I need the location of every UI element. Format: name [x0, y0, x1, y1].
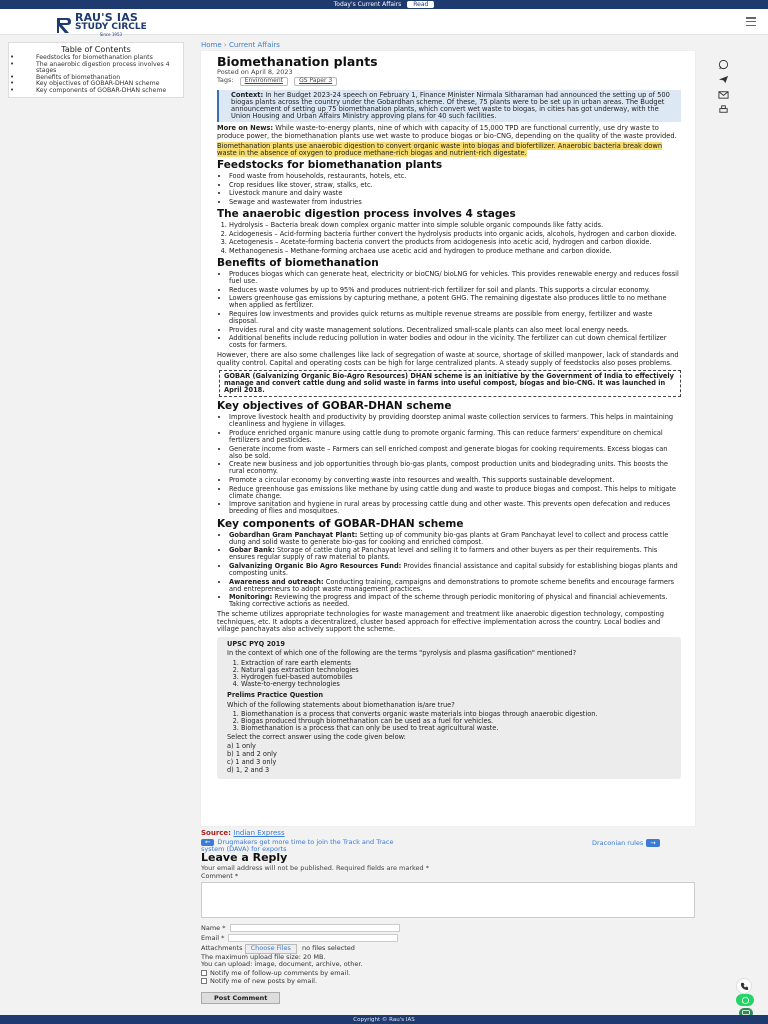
list-item: 3. Hydrogen fuel-based automobiles: [241, 674, 671, 681]
tag-gs-paper-3[interactable]: GS Paper 3: [294, 77, 337, 86]
list-item: [229, 594, 681, 608]
menu-icon[interactable]: [746, 17, 756, 26]
list-item: [229, 547, 681, 561]
breadcrumb-separator: ›: [223, 41, 227, 49]
tags-label: Tags:: [217, 76, 234, 84]
list-item: • Requires low investments and provides quick returns as multiple revenue streams are possible from energy, fertilizer and waste disposal.: [229, 311, 681, 325]
announcement-text: Today's Current Affairs: [333, 1, 402, 8]
list-item: • Crop residues like stover, straw, stalks, etc.: [229, 182, 681, 189]
logo-line-1: RAU'S IAS: [75, 11, 139, 24]
breadcrumb-current[interactable]: Current Affairs: [228, 41, 280, 49]
list-item: 1. Hydrolysis – Bacteria break down complex organic matter into simple soluble organic compounds like fatty acids.: [229, 222, 681, 229]
list-item: • Additional benefits include reducing pollution in water bodies and odour in the vicinity. The fertilizer can cut down chemical fertilizer costs for farmers.: [229, 335, 681, 349]
list-item: • Provides rural and city waste management solutions. Decentralized small-scale plants can also meet local energy needs.: [229, 327, 681, 334]
article-title: Biomethanation plants: [217, 54, 378, 69]
context-text: In her Budget 2023-24 speech on February 1, Finance Minister Nirmala Sitharaman had announced the setting up of 500 biogas plants across the country under the Gobardhan scheme. Of these, 75 plants were to be set up in urban areas. The Budget announcement of setting up 75 biomethanation plants, which convert wet waste to biogas, in cities has got underway, with the Union Housing and Urban Affairs Ministry approving plans for 40 such facilities.: [231, 90, 670, 121]
site-header: [0, 9, 768, 35]
heading-components: Key components of GOBAR-DHAN scheme: [217, 517, 464, 530]
choose-files-button[interactable]: Choose Files: [245, 944, 297, 954]
list-item: • Sewage and wastewater from industries: [229, 199, 681, 206]
gobar-dhan-definition-box: [219, 370, 681, 398]
name-field[interactable]: [230, 924, 400, 932]
toc-item-objectives[interactable]: • Key objectives of GOBAR-DHAN scheme: [12, 81, 180, 88]
answer-option: d) 1, 2 and 3: [227, 766, 270, 775]
site-logo[interactable]: [54, 12, 147, 37]
attachments-label: Attachments: [201, 944, 243, 952]
list-item: [229, 532, 681, 546]
list-item: • Create new business and job opportunities through bio-gas plants, compost production units and biodegrading units. This boosts the rural economy.: [229, 461, 681, 475]
list-item: 2. Acidogenesis – Acid-forming bacteria further convert the hydrolysis products into organic acids, alcohols, hydrogen and carbon dioxide.: [229, 231, 681, 238]
list-item: [229, 579, 681, 593]
logo-line-3: Since 1953: [99, 32, 123, 37]
name-label: Name *: [201, 924, 226, 932]
list-item: • Food waste from households, restaurants, hotels, etc.: [229, 173, 681, 180]
read-button[interactable]: Read: [407, 1, 434, 8]
notify-posts-checkbox[interactable]: [201, 978, 207, 984]
email-note: Your email address will not be published. Required fields are marked *: [201, 864, 429, 872]
list-item: • Generate income from waste – Farmers can sell enriched compost and generate biogas for cooking requirements. Excess biogas can also be sold.: [229, 446, 681, 460]
practice-questions-box: [217, 637, 681, 779]
phone-call-icon[interactable]: [736, 978, 752, 994]
whatsapp-share-icon[interactable]: [718, 59, 729, 70]
notify-comments-checkbox[interactable]: [201, 970, 207, 976]
list-item: 3. Acetogenesis – Acetate-forming bacteria convert the products from acidogenesis into acetic acid, hydrogen and carbon dioxide.: [229, 239, 681, 246]
component-text: Storage of cattle dung at Panchayat level and selling it to farmers and other buyers as per their requirements. This ensures regular supply of raw material to plants.: [229, 546, 658, 562]
comment-textarea[interactable]: [201, 882, 695, 918]
heading-stages: The anaerobic digestion process involves 4 stages: [217, 208, 516, 220]
context-label: Context:: [231, 90, 264, 99]
context-box: [217, 90, 681, 123]
gobar-definition-text: GOBAR (Galvanizing Organic Bio-Agro Resources) DHAN scheme is an initiative by the Government of India to effectively manage and convert cattle dung and solid waste in farms into useful compost, biogas and bio-CNG. It was launched in April 2018.: [224, 371, 674, 395]
print-icon[interactable]: [718, 104, 729, 115]
whatsapp-chat-icon[interactable]: [736, 994, 754, 1006]
prelims-title: Prelims Practice Question: [227, 691, 324, 700]
list-item: [229, 563, 681, 577]
copyright-text: Copyright © Rau's IAS: [353, 1016, 415, 1023]
no-files-text: no files selected: [301, 944, 355, 952]
component-label: Galvanizing Organic Bio Agro Resources Fund:: [229, 561, 402, 570]
component-label: Gobardhan Gram Panchayat Plant:: [229, 530, 358, 539]
list-item: • Improve sanitation and hygiene in rural areas by processing cattle dung and other waste. This prevents open defecation and reduces breeding of flies and mosquitoes.: [229, 501, 681, 515]
list-item: 4. Methanogenesis – Methane-forming archaea use acetic acid and hydrogen to produce methane and carbon dioxide.: [229, 248, 681, 255]
component-label: Awareness and outreach:: [229, 577, 324, 586]
pyq-title: UPSC PYQ 2019: [227, 640, 285, 649]
arrow-left-icon: ←: [201, 839, 214, 846]
list-item: • Promote a circular economy by converting waste into resources and wealth. This supports sustainable development.: [229, 477, 681, 484]
component-text: Setting up of community bio-gas plants at Gram Panchayat level to collect and process cattle dung and solid waste to generate bio-gas for cooking and enriched compost.: [229, 530, 669, 546]
answer-option: a) 1 only: [227, 741, 256, 750]
list-item: 2. Natural gas extraction technologies: [241, 667, 671, 674]
max-size-text: The maximum upload file size: 20 MB.: [201, 952, 326, 961]
logo-line-2: STUDY CIRCLE: [75, 22, 147, 32]
challenges-paragraph: However, there are also some challenges like lack of segregation of waste at source, shortage of skilled manpower, lack of standards and quality control. Capital and operating costs can be high for large centralized plants. A steady supply of feedstocks also poses problems.: [217, 351, 679, 367]
telegram-share-icon[interactable]: [718, 74, 729, 85]
email-label: Email *: [201, 934, 225, 942]
more-text: While waste-to-energy plants, nine of which with capacity of 15,000 TPD are functional currently, use dry waste to produce power, the biomethanation plants use wet waste to produce biogas or bio-CNG, depending on the quality of the waste provided.: [217, 124, 677, 140]
list-item: • Livestock manure and dairy waste: [229, 190, 681, 197]
component-text: Provides financial assistance and capital subsidy for establishing biogas plants and composting units.: [229, 561, 678, 578]
answer-option: b) 1 and 2 only: [227, 749, 277, 758]
list-item: 2. Biogas produced through biomethanation can be used as a fuel for vehicles.: [241, 718, 671, 725]
objectives-list: [229, 414, 681, 515]
toc-item-components[interactable]: • Key components of GOBAR-DHAN scheme: [12, 88, 180, 95]
list-item: • Produce enriched organic manure using cattle dung to promote organic farming. This can reduce farmers' expenditure on chemical fertilizers and pesticides.: [229, 430, 681, 444]
toc-item-feedstocks[interactable]: • Feedstocks for biomethanation plants: [12, 55, 180, 62]
prelims-statements: [241, 711, 671, 733]
email-field[interactable]: [228, 934, 398, 942]
previous-post-title[interactable]: Drugmakers get more time to join the Track and Trace system (DAVA) for exports: [201, 838, 394, 853]
list-item: • Reduce greenhouse gas emissions like methane by using cattle dung and waste to produce biogas and compost. This helps to mitigate climate change.: [229, 486, 681, 500]
announcement-bar: [0, 0, 768, 9]
source-label: Source:: [201, 829, 231, 837]
closing-paragraph: The scheme utilizes appropriate technologies for waste management and treatment like anaerobic digestion technology, composting techniques, etc. It adopts a decentralized, cluster based approach for effective implementation across the country. Local bodies and village panchayats also actively support the scheme.: [217, 610, 664, 633]
upload-types-text: You can upload: image, document, archive, other.: [201, 960, 363, 968]
list-item: • Reduces waste volumes by up to 95% and produces nutrient-rich fertilizer for soil and plants. This supports a circular economy.: [229, 287, 681, 294]
stages-list: [229, 222, 681, 255]
article-content: [200, 50, 696, 827]
email-share-icon[interactable]: [718, 89, 729, 100]
more-label: More on News:: [217, 124, 274, 133]
heading-feedstocks: Feedstocks for biomethanation plants: [217, 159, 443, 172]
list-item: 3. Biomethanation is a process that can only be used to treat agricultural waste.: [241, 725, 671, 732]
table-of-contents: [8, 42, 184, 98]
toc-title: Table of Contents: [61, 45, 131, 54]
logo-emblem-icon: [54, 15, 72, 35]
component-label: Gobar Bank:: [229, 546, 275, 555]
component-text: Conducting training, campaigns and demonstrations to promote scheme benefits and encourage farmers and entrepreneurs to adopt waste management practices.: [229, 577, 675, 593]
share-bar: [718, 59, 730, 115]
pyq-options: [241, 660, 671, 689]
notify-comments-label: Notify me of follow-up comments by email.: [210, 968, 351, 977]
source-link[interactable]: Indian Express: [233, 829, 285, 837]
list-item: • Lowers greenhouse gas emissions by capturing methane, a potent GHG. The remaining digestate also produces little to no methane when applied as fertilizer.: [229, 295, 681, 309]
toc-item-benefits[interactable]: • Benefits of biomethanation: [12, 75, 180, 82]
post-date: Posted on April 8, 2023: [217, 68, 293, 76]
source-line: [201, 829, 285, 837]
feedstocks-list: [229, 173, 681, 206]
more-on-news: [217, 125, 681, 139]
comment-form: [201, 852, 701, 1004]
heading-objectives: Key objectives of GOBAR-DHAN scheme: [217, 400, 452, 413]
select-instruction: Select the correct answer using the code given below:: [227, 733, 406, 742]
list-item: • Produces biogas which can generate heat, electricity or bioCNG/ bioLNG for vehicles. This provides renewable energy and reduces fossil fuel use.: [229, 271, 681, 285]
arrow-right-icon: →: [646, 839, 659, 847]
site-footer: [0, 1015, 768, 1024]
post-comment-button[interactable]: Post Comment: [201, 992, 280, 1004]
reply-heading: Leave a Reply: [201, 851, 288, 864]
prelims-question: Which of the following statements about biomethanation is/are true?: [227, 700, 455, 709]
component-label: Monitoring:: [229, 593, 273, 602]
pyq-question: In the context of which one of the following are the terms "pyrolysis and plasma gasification" mentioned?: [227, 649, 577, 658]
answer-option: c) 1 and 3 only: [227, 757, 277, 766]
highlight-paragraph: [217, 143, 681, 157]
next-post-link[interactable]: [592, 839, 660, 847]
highlighted-text: Biomethanation plants use anaerobic digestion to convert organic waste into biogas and biofertilizer. Anaerobic bacteria break down waste in the absence of oxygen to produce methane-rich biogas and nutrient-rich digestate.: [217, 141, 663, 157]
breadcrumb-home[interactable]: Home: [201, 41, 222, 49]
benefits-list: [229, 271, 681, 349]
heading-benefits: Benefits of biomethanation: [217, 256, 379, 269]
breadcrumb: [201, 41, 280, 49]
list-item: 1. Extraction of rare earth elements: [241, 660, 671, 667]
tag-list: [217, 76, 681, 86]
toc-item-anaerobic-digestion[interactable]: • The anaerobic digestion process involves 4 stages: [12, 62, 180, 75]
notify-posts-label: Notify me of new posts by email.: [210, 976, 318, 985]
components-list: [229, 532, 681, 609]
comment-label: Comment *: [201, 872, 239, 880]
list-item: 4. Waste-to-energy technologies: [241, 681, 671, 688]
tag-environment[interactable]: Environment: [240, 77, 288, 86]
next-post-title[interactable]: Draconian rules: [592, 839, 644, 847]
component-text: Reviewing the progress and impact of the scheme through periodic monitoring of physical and financial achievements. Taking corrective actions as needed.: [229, 593, 668, 609]
list-item: 1. Biomethanation is a process that converts organic waste materials into biogas through anaerobic digestion.: [241, 711, 671, 718]
list-item: • Improve livestock health and productivity by providing doorstep animal waste collection services to farmers. This helps in maintaining cleanliness and hygiene in villages.: [229, 414, 681, 428]
